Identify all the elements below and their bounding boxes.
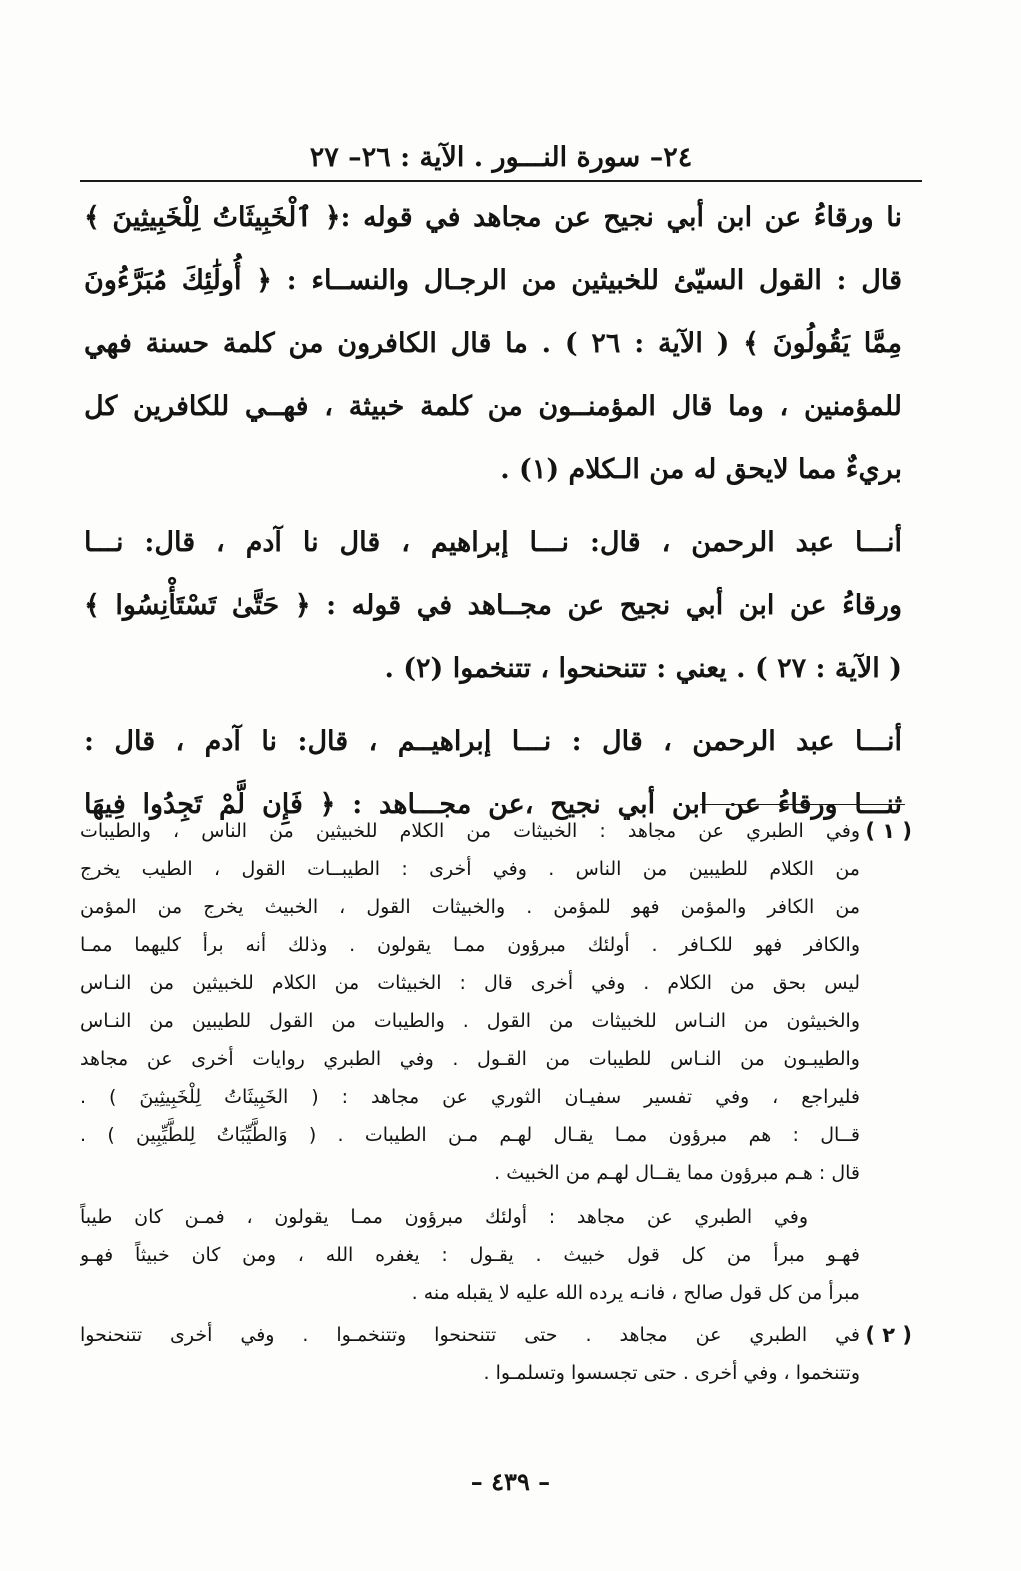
header-rule [80,180,922,182]
footnote-line: مبرأ من كل قول صالح ، فانـه يرده الله عليه لا يقبله منه . [411,1282,860,1304]
main-text-line: للمؤمنين ، وما قال المؤمنــون من كلمة خبيثة ، فهــي للكافرين كل [84,391,902,422]
footnote-2 [80,1316,912,1392]
footnote-1 [80,812,912,1312]
footnote-body [80,1316,860,1392]
footnote-body [80,812,860,1312]
footnote-line: والكافر فهو للكـافر . أولئك مبرؤون ممـا يقولون . وذلك أنه برأ كليهما ممـا [80,934,860,956]
footnote-line: وفي الطبري عن مجاهد : أولئك مبرؤون ممـا يقولون ، فمـن كان طيباً [80,1206,808,1228]
main-text-line: قال : القول السيّئ للخبيثين من الرجـال والنســاء : ﴿ أُولَٰئِكَ مُبَرَّءُونَ [84,265,902,296]
footnote-line: والخبيثون من النـاس للخبيثات من القول . والطيبات من القول للطيبين من النـاس [80,1010,860,1032]
running-header: ٢٤– سورة النـــور . الآية : ٢٦– ٢٧ [309,142,693,173]
main-text-line: ورقاءُ عن ابن أبي نجيح عن مجــاهد في قوله : ﴿ حَتَّىٰ تَسْتَأْنِسُوا ﴾ [84,590,902,621]
main-text-line: بريءٌ مما لايحق له من الـكلام (١) . [500,454,902,485]
footnotes [80,812,912,1392]
main-text-line: ( الآية : ٢٧ ) . يعني : تتنحنحوا ، تتنخموا (٢) . [384,653,902,684]
footnote-line: من الكافر والمؤمن فهو للمؤمن . والخبيثات القول ، الخبيث يخرج من المؤمن [80,896,860,918]
main-text-line: نا ورقاءُ عن ابن أبي نجيح عن مجاهد في قوله :﴿ ٱلْخَبِيثَاتُ لِلْخَبِيثِينَ ﴾ [84,202,902,233]
main-text-line: مِمَّا يَقُولُونَ ﴾ ( الآية : ٢٦ ) . ما قال الكافرون من كلمة حسنة فهي [84,328,902,359]
footnote-line: في الطبري عن مجاهد . حتى تتنحنحوا وتتنخمـوا . وفي أخرى تتنحنحوا [80,1324,860,1346]
footnote-number: ( ١ ) [865,819,912,843]
footnote-line: من الكلام للطيبين من الناس . وفي أخرى : الطيبــات القول ، الطيب يخرج [80,858,860,880]
footnote-line: وفي الطبري عن مجاهد : الخبيثات من الكلام للخبيثين من الناس ، والطيبات [80,820,860,842]
footnote-line: قــال : هم مبرؤون ممـا يقـال لهـم مـن الطيبات . ( وَالطَّيِّبَاتُ لِلطَّيِّبِين ) . [80,1124,860,1146]
footnote-rule [700,804,905,805]
main-text-line: أنـــا عبد الرحمن ، قال: نـــا إبراهيم ، قال نا آدم ، قال: نـــا [84,527,902,558]
footnote-number: ( ٢ ) [865,1323,912,1347]
main-text-line: أنـــا عبد الرحمن ، قال : نـــا إبراهيــم ، قال: نا آدم ، قال : [84,726,902,757]
main-text [84,186,902,836]
footnote-line: والطيبـون من النـاس للطيبات من القـول . وفي الطبري روايات أخرى عن مجاهد [80,1048,860,1070]
footnote-line: قال : هـم مبرؤون مما يقــال لهـم من الخبيث . [494,1162,860,1184]
footnote-line: فليراجع ، وفي تفسير سفيـان الثوري عن مجاهد : ( الخَبِيثَاتُ لِلْخَبِيثِينَ ) . [80,1086,860,1108]
footnote-line: وتتنخموا ، وفي أخرى . حتى تجسسوا وتسلمـوا . [483,1362,860,1384]
page-number: – ٤٣٩ – [470,1467,551,1496]
footnote-line: فهـو مبرأ من كل قول خبيث . يقـول : يغفره الله ، ومن كان خبيثاً فهـو [80,1244,860,1266]
main-text-line: ثنـــا ورقاءُ عن ابن أبي نجيح ،عن مجـــاهد : ﴿ فَإِن لَّمْ تَجِدُوا فِيهَا [84,789,902,820]
footnote-line: ليس بحق من الكلام . وفي أخرى قال : الخبيثات من الكلام للخبيثين من النـاس [80,972,860,994]
